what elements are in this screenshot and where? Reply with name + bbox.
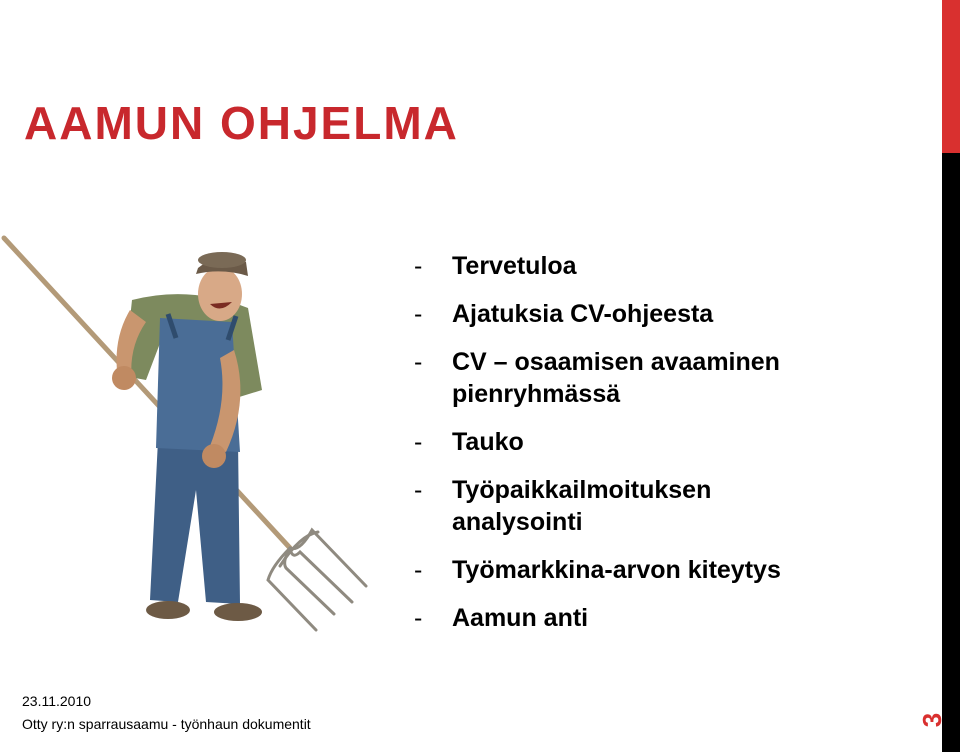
footer-date: 23.11.2010 bbox=[22, 693, 92, 709]
agenda-bullet: - bbox=[414, 300, 423, 328]
agenda-item bbox=[412, 602, 912, 634]
farmer-head bbox=[198, 267, 242, 321]
agenda-bullet: - bbox=[414, 604, 423, 632]
agenda-bullet: - bbox=[414, 476, 423, 504]
agenda-item bbox=[412, 346, 912, 410]
pitchfork-tines bbox=[268, 530, 366, 630]
farmer-with-pitchfork-photo bbox=[0, 230, 380, 640]
slide-number: 3 bbox=[916, 712, 947, 728]
agenda-bullet: - bbox=[414, 252, 423, 280]
agenda-item-text-continued: pienryhmässä bbox=[452, 380, 621, 408]
side-accent-bar bbox=[942, 0, 960, 153]
agenda-list bbox=[412, 250, 912, 650]
slide-title: AAMUN OHJELMA bbox=[24, 97, 459, 149]
farmer-legs bbox=[150, 440, 240, 604]
agenda-item-text: Aamun anti bbox=[452, 604, 589, 632]
agenda-item-text: Työmarkkina-arvon kiteytys bbox=[452, 556, 781, 584]
agenda-item-text: Työpaikkailmoituksen bbox=[452, 476, 712, 504]
agenda-item bbox=[412, 426, 912, 458]
agenda-item-text-continued: analysointi bbox=[452, 508, 583, 536]
agenda-item-text: Tervetuloa bbox=[452, 252, 577, 280]
agenda-item bbox=[412, 474, 912, 538]
farmer-left-hand bbox=[112, 366, 136, 390]
farmer-right-hand bbox=[202, 444, 226, 468]
agenda-item-text: Tauko bbox=[452, 428, 524, 456]
footer-text: Otty ry:n sparrausaamu - työnhaun dokumentit bbox=[22, 716, 311, 732]
agenda-bullet: - bbox=[414, 556, 423, 584]
side-dark-bar bbox=[942, 153, 960, 752]
agenda-item-text: CV – osaamisen avaaminen bbox=[452, 348, 780, 376]
agenda-bullet: - bbox=[414, 428, 423, 456]
agenda-item bbox=[412, 298, 912, 330]
agenda-item bbox=[412, 250, 912, 282]
agenda-item bbox=[412, 554, 912, 586]
agenda-bullet: - bbox=[414, 348, 423, 376]
farmer-right-boot bbox=[214, 603, 262, 621]
farmer-left-boot bbox=[146, 601, 190, 619]
agenda-item-text: Ajatuksia CV-ohjeesta bbox=[452, 300, 714, 328]
